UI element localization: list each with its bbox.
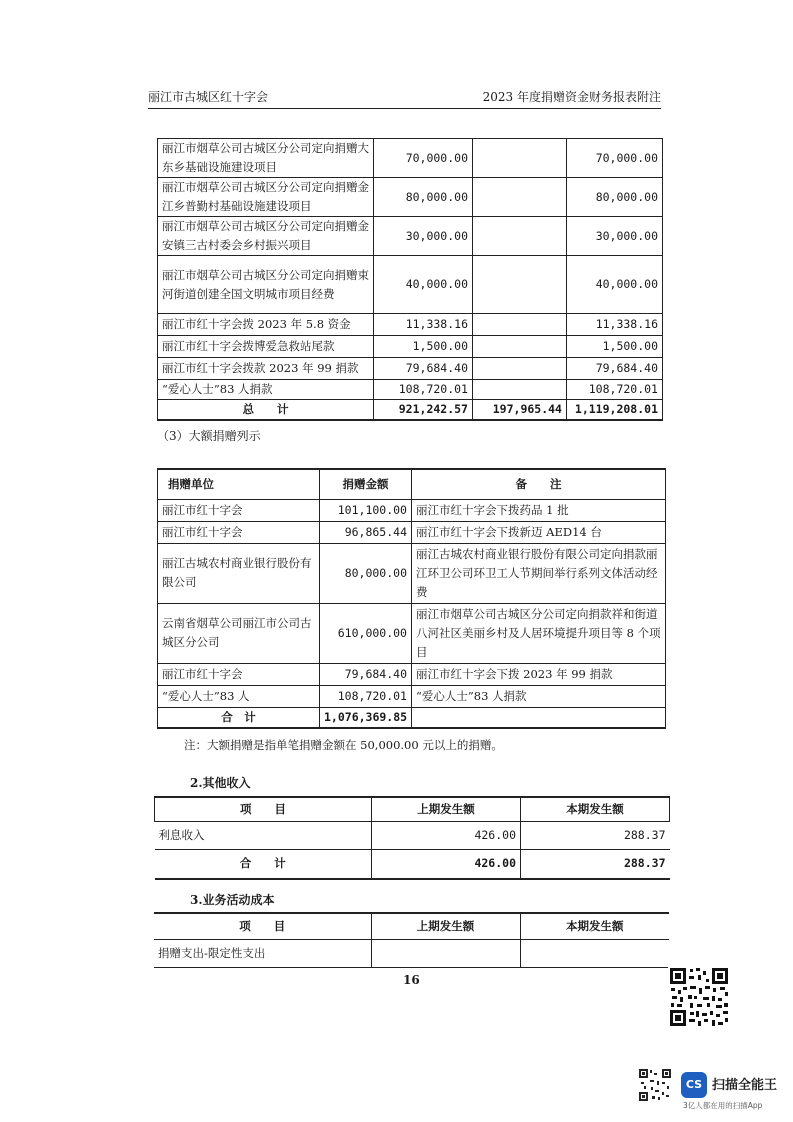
- row-name: 丽江市烟草公司古城区分公司定向捐赠束河街道创建全国文明城市项目经费: [158, 256, 374, 314]
- total-label: 合 计: [158, 707, 320, 728]
- donor-unit: 云南省烟草公司丽江市公司古城区分公司: [158, 603, 320, 663]
- income-curr: 288.37: [521, 821, 670, 849]
- row-amount-a: 79,684.40: [374, 358, 473, 380]
- row-amount-b: [473, 336, 567, 358]
- row-amount-a: 108,720.01: [374, 380, 473, 400]
- row-name: “爱心人士”83 人捐款: [158, 380, 374, 400]
- cost-item: 捐赠支出-限定性支出: [154, 939, 371, 967]
- row-amount-b: [473, 256, 567, 314]
- donation-remark: 丽江市红十字会下拨 2023 年 99 捐款: [412, 663, 666, 685]
- small-qr-graphic: [638, 1068, 672, 1102]
- total-remark: [412, 707, 666, 728]
- table-row: [158, 139, 663, 178]
- row-amount-c: 70,000.00: [567, 139, 663, 178]
- row-amount-a: 70,000.00: [374, 139, 473, 178]
- donation-remark: 丽江市红十字会下拨药品 1 批: [412, 499, 666, 521]
- other-income-table: [154, 796, 670, 880]
- qr-code-graphic: [668, 966, 730, 1028]
- table-header-row: [158, 469, 666, 499]
- large-donations-table: [157, 468, 666, 729]
- qr-code-icon: [668, 966, 730, 1028]
- row-amount-b: [473, 314, 567, 336]
- row-amount-b: [473, 358, 567, 380]
- total-row: [158, 707, 666, 728]
- table-row: [158, 217, 663, 256]
- header-curr: 本期发生额: [520, 913, 669, 939]
- row-amount-c: 108,720.01: [567, 380, 663, 400]
- total-row: [158, 400, 663, 421]
- donation-remark: 丽江市烟草公司古城区分公司定向捐款祥和街道八河社区美丽乡村及人居环境提升项目等 8 个项目: [412, 603, 666, 663]
- row-amount-a: 80,000.00: [374, 178, 473, 217]
- row-name: 丽江市烟草公司古城区分公司定向捐赠金安镇三古村委会乡村振兴项目: [158, 217, 374, 256]
- total-curr: 288.37: [521, 849, 670, 879]
- donor-unit: 丽江市红十字会: [158, 663, 320, 685]
- row-name: 丽江市红十字会拨 2023 年 5.8 资金: [158, 314, 374, 336]
- header-prev: 上期发生额: [372, 797, 521, 821]
- table-row: [158, 314, 663, 336]
- row-amount-c: 79,684.40: [567, 358, 663, 380]
- table-row: [158, 521, 666, 543]
- row-name: 丽江市红十字会拨博爱急救站尾款: [158, 336, 374, 358]
- table-row: [158, 499, 666, 521]
- brand-name: 扫描全能王: [712, 1078, 778, 1093]
- row-name: 丽江市烟草公司古城区分公司定向捐赠金江乡普勤村基础设施建设项目: [158, 178, 374, 217]
- donation-remark: “爱心人士”83 人捐款: [412, 685, 666, 707]
- donation-amount: 101,100.00: [320, 499, 412, 521]
- donation-amount: 96,865.44: [320, 521, 412, 543]
- donor-unit: 丽江市红十字会: [158, 521, 320, 543]
- total-amount-c: 1,119,208.01: [567, 400, 663, 421]
- row-amount-a: 30,000.00: [374, 217, 473, 256]
- total-amount: 1,076,369.85: [320, 707, 412, 728]
- section-activity-cost-title: 3.业务活动成本: [190, 893, 275, 907]
- row-amount-b: [473, 380, 567, 400]
- section-other-income-title: 2.其他收入: [190, 776, 251, 790]
- row-amount-c: 30,000.00: [567, 217, 663, 256]
- table-row: [158, 178, 663, 217]
- row-name: 丽江市烟草公司古城区分公司定向捐赠大东乡基础设施建设项目: [158, 139, 374, 178]
- large-donation-note: 注：大额捐赠是指单笔捐赠金额在 50,000.00 元以上的捐赠。: [184, 738, 503, 752]
- section-large-donations-title: （3）大额捐赠列示: [157, 429, 261, 443]
- table-row: [154, 939, 669, 967]
- total-prev: 426.00: [372, 849, 521, 879]
- donation-remark: 丽江市红十字会下拨新迈 AED14 台: [412, 521, 666, 543]
- header-unit: 捐赠单位: [158, 469, 320, 499]
- table-row: [158, 358, 663, 380]
- header-report-title: 2023 年度捐赠资金财务报表附注: [482, 90, 661, 104]
- row-amount-c: 1,500.00: [567, 336, 663, 358]
- table-row: [158, 685, 666, 707]
- brand-tagline: 3亿人都在用的扫描App: [683, 1101, 763, 1110]
- header-item: 项 目: [154, 913, 371, 939]
- cost-curr: [520, 939, 669, 967]
- donor-unit: “爱心人士”83 人: [158, 685, 320, 707]
- table-row: [158, 543, 666, 603]
- header-remark: 备 注: [412, 469, 666, 499]
- header-item: 项 目: [155, 797, 372, 821]
- donor-unit: 丽江市红十字会: [158, 499, 320, 521]
- total-amount-b: 197,965.44: [473, 400, 567, 421]
- header-prev: 上期发生额: [371, 913, 520, 939]
- income-item: 利息收入: [155, 821, 372, 849]
- small-qr-code-icon: [638, 1068, 672, 1102]
- header-org: 丽江市古城区红十字会: [148, 90, 269, 104]
- donation-amount: 79,684.40: [320, 663, 412, 685]
- activity-cost-table: [154, 912, 669, 968]
- table-row: [158, 256, 663, 314]
- row-amount-c: 11,338.16: [567, 314, 663, 336]
- income-prev: 426.00: [372, 821, 521, 849]
- donation-detail-table: [157, 138, 663, 421]
- row-amount-a: 1,500.00: [374, 336, 473, 358]
- row-amount-c: 80,000.00: [567, 178, 663, 217]
- total-label: 总 计: [158, 400, 374, 421]
- table-row: [158, 663, 666, 685]
- donation-remark: 丽江古城农村商业银行股份有限公司定向捐款丽江环卫公司环卫工人节期间举行系列文体活动经费: [412, 543, 666, 603]
- camscanner-logo-icon: CS: [681, 1072, 707, 1098]
- total-label: 合 计: [155, 849, 372, 879]
- donation-amount: 610,000.00: [320, 603, 412, 663]
- row-amount-a: 11,338.16: [374, 314, 473, 336]
- row-amount-b: [473, 139, 567, 178]
- table-row: [155, 821, 670, 849]
- donation-amount: 108,720.01: [320, 685, 412, 707]
- row-amount-b: [473, 217, 567, 256]
- table-row: [158, 603, 666, 663]
- donor-unit: 丽江古城农村商业银行股份有限公司: [158, 543, 320, 603]
- cost-prev: [371, 939, 520, 967]
- row-amount-c: 40,000.00: [567, 256, 663, 314]
- header-divider: [148, 108, 661, 109]
- header-amount: 捐赠金额: [320, 469, 412, 499]
- page-number: 16: [403, 973, 420, 987]
- table-row: [158, 380, 663, 400]
- table-header-row: [154, 913, 669, 939]
- row-amount-a: 40,000.00: [374, 256, 473, 314]
- row-amount-b: [473, 178, 567, 217]
- header-curr: 本期发生额: [521, 797, 670, 821]
- total-amount-a: 921,242.57: [374, 400, 473, 421]
- donation-amount: 80,000.00: [320, 543, 412, 603]
- table-row: [158, 336, 663, 358]
- total-row: [155, 849, 670, 879]
- table-header-row: [155, 797, 670, 821]
- row-name: 丽江市红十字会拨款 2023 年 99 捐款: [158, 358, 374, 380]
